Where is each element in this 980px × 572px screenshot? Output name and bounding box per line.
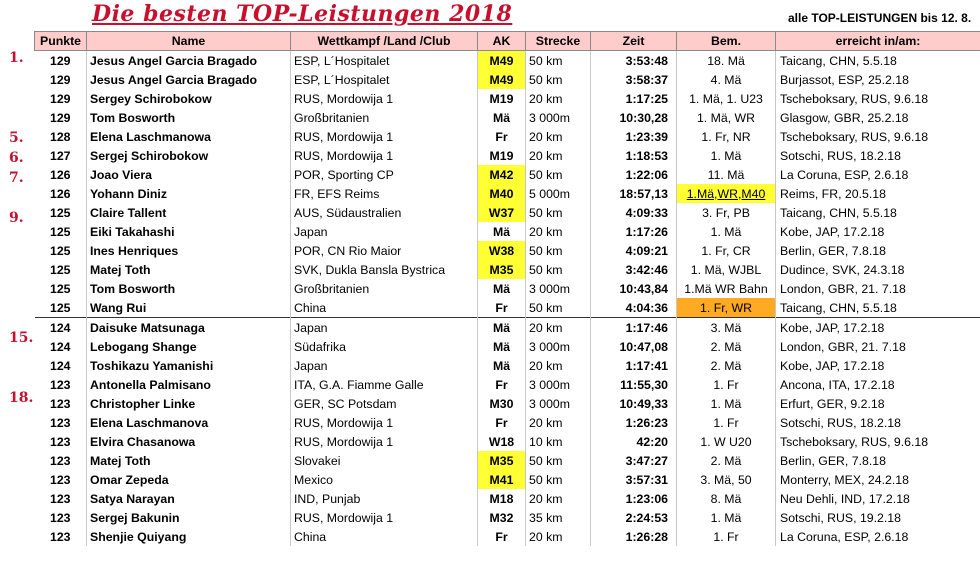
time-cell: 1:17:41: [591, 356, 677, 375]
table-row: [35, 298, 980, 318]
distance-cell: 20 km: [526, 127, 591, 146]
venue-date-cell: Erfurt, GER, 9.2.18: [776, 394, 980, 413]
distance-cell: 5 000m: [526, 184, 591, 203]
venue-date-cell: La Coruna, ESP, 2.6.18: [776, 527, 980, 546]
table-row: [35, 51, 980, 71]
time-cell: 42:20: [591, 432, 677, 451]
time-cell: 10:30,28: [591, 108, 677, 127]
venue-date-cell: Monterry, MEX, 24.2.18: [776, 470, 980, 489]
club-cell: SVK, Dukla Bansla Bystrica: [291, 260, 478, 279]
venue-date-cell: London, GBR, 21. 7.18: [776, 337, 980, 356]
remark-cell: 1. W U20: [677, 432, 776, 451]
time-cell: 1:18:53: [591, 146, 677, 165]
name-cell: Toshikazu Yamanishi: [87, 356, 291, 375]
venue-date-cell: Ancona, ITA, 17.2.18: [776, 375, 980, 394]
name-cell: Christopher Linke: [87, 394, 291, 413]
venue-date-cell: Tscheboksary, RUS, 9.6.18: [776, 127, 980, 146]
points-cell: 129: [49, 53, 71, 68]
venue-date-cell: Sotschi, RUS, 18.2.18: [776, 146, 980, 165]
table-row: [35, 279, 980, 298]
venue-date-cell: Berlin, GER, 7.8.18: [776, 451, 980, 470]
table-row: [35, 89, 980, 108]
name-cell: Joao Viera: [87, 165, 291, 184]
age-class-cell: M35: [478, 260, 526, 279]
distance-cell: 20 km: [526, 89, 591, 108]
time-cell: 4:04:36: [591, 298, 677, 318]
points-cell: 125: [49, 300, 71, 315]
remark-cell: 1. Mä: [677, 394, 776, 413]
table-row: [35, 451, 980, 470]
time-cell: 1:26:23: [591, 413, 677, 432]
name-cell: Sergej Schirobokow: [87, 146, 291, 165]
header-wettkampf: Wettkampf /Land /Club: [291, 32, 478, 51]
age-class-cell: M42: [478, 165, 526, 184]
table-row: [35, 260, 980, 279]
table-row: [35, 470, 980, 489]
club-cell: China: [291, 527, 478, 546]
header-strecke: Strecke: [526, 32, 591, 51]
distance-cell: 3 000m: [526, 394, 591, 413]
time-cell: 10:49,33: [591, 394, 677, 413]
venue-date-cell: Sotschi, RUS, 18.2.18: [776, 413, 980, 432]
venue-date-cell: Taicang, CHN, 5.5.18: [776, 298, 980, 318]
age-class-cell: Mä: [478, 356, 526, 375]
table-header-row: [35, 32, 980, 51]
table-row: [35, 241, 980, 260]
age-class-cell: M49: [478, 70, 526, 89]
age-class-cell: W37: [478, 203, 526, 222]
rank-marker: 7.: [9, 170, 24, 186]
name-cell: Omar Zepeda: [87, 470, 291, 489]
remark-cell: 8. Mä: [677, 489, 776, 508]
name-cell: Matej Toth: [87, 451, 291, 470]
remark-cell: 1. Fr, NR: [677, 127, 776, 146]
rank-marker: 15.: [9, 330, 34, 346]
time-cell: 10:43,84: [591, 279, 677, 298]
name-cell: Wang Rui: [87, 298, 291, 318]
club-cell: FR, EFS Reims: [291, 184, 478, 203]
remark-cell: 4. Mä: [677, 70, 776, 89]
header-bem: Bem.: [677, 32, 776, 51]
venue-date-cell: Burjassot, ESP, 25.2.18: [776, 70, 980, 89]
time-cell: 11:55,30: [591, 375, 677, 394]
table-row: [35, 356, 980, 375]
club-cell: Japan: [291, 356, 478, 375]
points-cell: 125: [49, 281, 71, 296]
club-cell: RUS, Mordowija 1: [291, 127, 478, 146]
points-cell: 129: [49, 72, 71, 87]
distance-cell: 50 km: [526, 203, 591, 222]
name-cell: Yohann Diniz: [87, 184, 291, 203]
points-cell: 123: [49, 396, 71, 411]
remark-cell: 1. Mä, WJBL: [677, 260, 776, 279]
table-row: [35, 489, 980, 508]
distance-cell: 50 km: [526, 451, 591, 470]
name-cell: Sergey Schirobokow: [87, 89, 291, 108]
points-cell: 125: [49, 243, 71, 258]
club-cell: IND, Punjab: [291, 489, 478, 508]
time-cell: 4:09:21: [591, 241, 677, 260]
table-row: [35, 375, 980, 394]
table-row: [35, 337, 980, 356]
points-cell: 123: [49, 377, 71, 392]
page-title: Die besten TOP-Leistungen 2018: [92, 1, 513, 27]
points-cell: 128: [49, 129, 71, 144]
points-cell: 125: [49, 205, 71, 220]
venue-date-cell: Kobe, JAP, 17.2.18: [776, 356, 980, 375]
results-table: [34, 31, 980, 546]
name-cell: Claire Tallent: [87, 203, 291, 222]
points-cell: 125: [49, 224, 71, 239]
name-cell: Lebogang Shange: [87, 337, 291, 356]
table-row: [35, 508, 980, 527]
club-cell: ESP, L´Hospitalet: [291, 51, 478, 71]
club-cell: RUS, Mordowija 1: [291, 146, 478, 165]
distance-cell: 20 km: [526, 413, 591, 432]
distance-cell: 20 km: [526, 222, 591, 241]
table-row: [35, 318, 980, 338]
age-class-cell: Fr: [478, 413, 526, 432]
venue-date-cell: Tscheboksary, RUS, 9.6.18: [776, 432, 980, 451]
age-class-cell: Fr: [478, 375, 526, 394]
age-class-cell: Fr: [478, 127, 526, 146]
club-cell: RUS, Mordowija 1: [291, 508, 478, 527]
club-cell: ITA, G.A. Fiamme Galle: [291, 375, 478, 394]
name-cell: Antonella Palmisano: [87, 375, 291, 394]
remark-cell: 2. Mä: [677, 451, 776, 470]
remark-cell: 11. Mä: [677, 165, 776, 184]
points-cell: 126: [49, 167, 71, 182]
name-cell: Elvira Chasanowa: [87, 432, 291, 451]
remark-cell: 3. Mä: [677, 318, 776, 338]
time-cell: 2:24:53: [591, 508, 677, 527]
distance-cell: 50 km: [526, 51, 591, 71]
points-cell: 123: [49, 491, 71, 506]
header-name: Name: [87, 32, 291, 51]
remark-cell: 1. Fr: [677, 413, 776, 432]
table-row: [35, 413, 980, 432]
header-zeit: Zeit: [591, 32, 677, 51]
age-class-cell: M49: [478, 51, 526, 71]
name-cell: Ines Henriques: [87, 241, 291, 260]
rank-marker: 6.: [9, 150, 24, 166]
table-row: [35, 70, 980, 89]
table-row: [35, 108, 980, 127]
remark-cell: 1. Mä: [677, 508, 776, 527]
distance-cell: 20 km: [526, 146, 591, 165]
time-cell: 3:47:27: [591, 451, 677, 470]
age-class-cell: M40: [478, 184, 526, 203]
points-cell: 123: [49, 472, 71, 487]
age-class-cell: W18: [478, 432, 526, 451]
name-cell: Matej Toth: [87, 260, 291, 279]
time-cell: 1:26:28: [591, 527, 677, 546]
rank-marker: 9.: [9, 210, 24, 226]
status-note: alle TOP-LEISTUNGEN bis 12. 8.: [788, 11, 972, 25]
age-class-cell: Mä: [478, 279, 526, 298]
distance-cell: 10 km: [526, 432, 591, 451]
club-cell: Großbritanien: [291, 108, 478, 127]
time-cell: 4:09:33: [591, 203, 677, 222]
time-cell: 1:23:39: [591, 127, 677, 146]
rank-marker: 18.: [9, 390, 34, 406]
distance-cell: 50 km: [526, 241, 591, 260]
distance-cell: 50 km: [526, 260, 591, 279]
distance-cell: 3 000m: [526, 375, 591, 394]
club-cell: RUS, Mordowija 1: [291, 89, 478, 108]
remark-cell: 1.Mä,WR,M40: [677, 184, 776, 203]
table-row: [35, 222, 980, 241]
venue-date-cell: Neu Dehli, IND, 17.2.18: [776, 489, 980, 508]
club-cell: GER, SC Potsdam: [291, 394, 478, 413]
time-cell: 1:22:06: [591, 165, 677, 184]
name-cell: Eiki Takahashi: [87, 222, 291, 241]
remark-cell: 2. Mä: [677, 356, 776, 375]
points-cell: 124: [35, 318, 87, 338]
club-cell: ESP, L´Hospitalet: [291, 70, 478, 89]
name-cell: Shenjie Quiyang: [87, 527, 291, 546]
time-cell: 3:57:31: [591, 470, 677, 489]
points-cell: 124: [49, 358, 71, 373]
age-class-cell: M41: [478, 470, 526, 489]
age-class-cell: M35: [478, 451, 526, 470]
name-cell: Elena Laschmanowa: [87, 127, 291, 146]
venue-date-cell: Glasgow, GBR, 25.2.18: [776, 108, 980, 127]
distance-cell: 3 000m: [526, 108, 591, 127]
venue-date-cell: Sotschi, RUS, 19.2.18: [776, 508, 980, 527]
points-cell: 126: [49, 186, 71, 201]
name-cell: Jesus Angel Garcia Bragado: [87, 70, 291, 89]
venue-date-cell: Reims, FR, 20.5.18: [776, 184, 980, 203]
venue-date-cell: London, GBR, 21. 7.18: [776, 279, 980, 298]
points-cell: 123: [49, 453, 71, 468]
name-cell: Daisuke Matsunaga: [87, 318, 291, 338]
age-class-cell: Fr: [478, 298, 526, 318]
distance-cell: 20 km: [526, 527, 591, 546]
club-cell: Japan: [291, 222, 478, 241]
points-cell: 125: [49, 262, 71, 277]
header-erreicht: erreicht in/am:: [776, 32, 980, 51]
time-cell: 1:17:26: [591, 222, 677, 241]
venue-date-cell: Dudince, SVK, 24.3.18: [776, 260, 980, 279]
name-cell: Satya Narayan: [87, 489, 291, 508]
remark-cell: 1. Mä, WR: [677, 108, 776, 127]
table-row: [35, 203, 980, 222]
time-cell: 1:17:46: [591, 318, 677, 338]
table-row: [35, 394, 980, 413]
venue-date-cell: Taicang, CHN, 5.5.18: [776, 203, 980, 222]
time-cell: 1:23:06: [591, 489, 677, 508]
name-cell: Jesus Angel Garcia Bragado: [87, 51, 291, 71]
venue-date-cell: Tscheboksary, RUS, 9.6.18: [776, 89, 980, 108]
club-cell: Großbritanien: [291, 279, 478, 298]
remark-cell: 1. Fr: [677, 375, 776, 394]
points-cell: 127: [49, 148, 71, 163]
distance-cell: 50 km: [526, 70, 591, 89]
club-cell: RUS, Mordowija 1: [291, 432, 478, 451]
header-ak: AK: [478, 32, 526, 51]
venue-date-cell: Kobe, JAP, 17.2.18: [776, 222, 980, 241]
age-class-cell: Mä: [478, 337, 526, 356]
rank-marker: 5.: [9, 130, 24, 146]
age-class-cell: M19: [478, 146, 526, 165]
table-row: [35, 184, 980, 203]
club-cell: AUS, Südaustralien: [291, 203, 478, 222]
distance-cell: 20 km: [526, 356, 591, 375]
distance-cell: 35 km: [526, 508, 591, 527]
points-cell: 123: [49, 434, 71, 449]
remark-cell: 3. Fr, PB: [677, 203, 776, 222]
age-class-cell: M30: [478, 394, 526, 413]
club-cell: POR, CN Rio Maior: [291, 241, 478, 260]
distance-cell: 50 km: [526, 165, 591, 184]
club-cell: Südafrika: [291, 337, 478, 356]
club-cell: Slovakei: [291, 451, 478, 470]
remark-cell: 1. Mä, 1. U23: [677, 89, 776, 108]
points-cell: 129: [49, 110, 71, 125]
points-cell: 129: [49, 91, 71, 106]
age-class-cell: M19: [478, 89, 526, 108]
remark-cell: 1. Mä: [677, 222, 776, 241]
venue-date-cell: Taicang, CHN, 5.5.18: [776, 51, 980, 71]
name-cell: Sergej Bakunin: [87, 508, 291, 527]
table-row: [35, 127, 980, 146]
age-class-cell: M18: [478, 489, 526, 508]
age-class-cell: Fr: [478, 527, 526, 546]
header-punkte: Punkte: [35, 32, 87, 51]
points-cell: 123: [49, 510, 71, 525]
remark-cell: 1. Fr, CR: [677, 241, 776, 260]
time-cell: 3:53:48: [591, 51, 677, 71]
remark-cell: 1. Mä: [677, 146, 776, 165]
table-row: [35, 432, 980, 451]
name-cell: Tom Bosworth: [87, 279, 291, 298]
time-cell: 1:17:25: [591, 89, 677, 108]
distance-cell: 50 km: [526, 298, 591, 318]
time-cell: 3:42:46: [591, 260, 677, 279]
age-class-cell: Mä: [478, 222, 526, 241]
rank-column: [0, 0, 34, 572]
remark-cell: 1.Mä WR Bahn: [677, 279, 776, 298]
remark-cell: 2. Mä: [677, 337, 776, 356]
time-cell: 10:47,08: [591, 337, 677, 356]
age-class-cell: W38: [478, 241, 526, 260]
club-cell: Japan: [291, 318, 478, 338]
distance-cell: 3 000m: [526, 279, 591, 298]
distance-cell: 3 000m: [526, 337, 591, 356]
venue-date-cell: La Coruna, ESP, 2.6.18: [776, 165, 980, 184]
venue-date-cell: Kobe, JAP, 17.2.18: [776, 318, 980, 338]
age-class-cell: Mä: [478, 108, 526, 127]
distance-cell: 20 km: [526, 318, 591, 338]
remark-cell: 1. Fr: [677, 527, 776, 546]
age-class-cell: Mä: [478, 318, 526, 338]
club-cell: Mexico: [291, 470, 478, 489]
name-cell: Tom Bosworth: [87, 108, 291, 127]
table-row: [35, 146, 980, 165]
club-cell: China: [291, 298, 478, 318]
name-cell: Elena Laschmanova: [87, 413, 291, 432]
venue-date-cell: Berlin, GER, 7.8.18: [776, 241, 980, 260]
time-cell: 18:57,13: [591, 184, 677, 203]
distance-cell: 50 km: [526, 470, 591, 489]
table-row: [35, 165, 980, 184]
rank-marker: 1.: [9, 50, 24, 66]
distance-cell: 20 km: [526, 489, 591, 508]
table-row: [35, 527, 980, 546]
remark-cell: 3. Mä, 50: [677, 470, 776, 489]
points-cell: 124: [49, 339, 71, 354]
age-class-cell: M32: [478, 508, 526, 527]
time-cell: 3:58:37: [591, 70, 677, 89]
points-cell: 123: [49, 529, 71, 544]
remark-cell: 1. Fr, WR: [677, 298, 776, 318]
club-cell: POR, Sporting CP: [291, 165, 478, 184]
remark-cell: 18. Mä: [677, 51, 776, 71]
club-cell: RUS, Mordowija 1: [291, 413, 478, 432]
points-cell: 123: [49, 415, 71, 430]
